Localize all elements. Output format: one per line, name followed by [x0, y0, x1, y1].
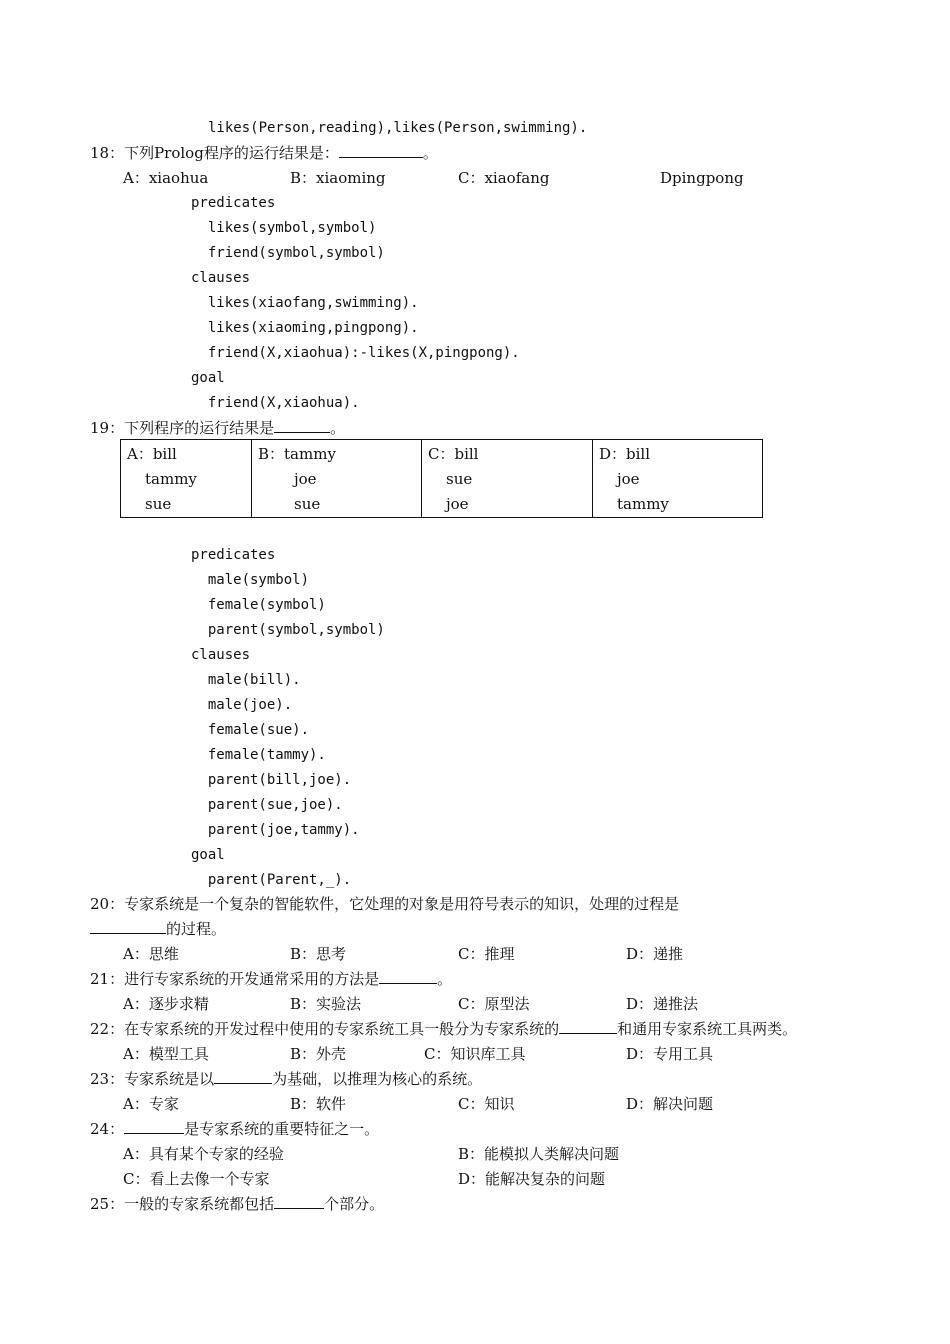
option-d: D：解决问题 — [626, 1095, 714, 1113]
option-b-line: sue — [294, 495, 321, 513]
option-a: A：xiaohua — [123, 169, 209, 187]
question-23 — [90, 1069, 482, 1089]
question-stem: 专家系统是以 — [124, 1070, 215, 1088]
option-a-line: sue — [145, 495, 172, 513]
question-21 — [90, 969, 452, 989]
code-line: goal — [191, 847, 225, 863]
question-number: 19： — [90, 419, 125, 437]
option-a-cell — [121, 440, 252, 518]
question-number: 25： — [90, 1195, 125, 1213]
question-number: 22： — [90, 1020, 125, 1038]
question-tail: 。 — [422, 144, 438, 162]
option-c-cell — [422, 440, 593, 518]
code-line: male(bill). — [191, 672, 301, 688]
answer-blank — [559, 1019, 617, 1034]
option-a-line: A：bill — [127, 445, 177, 463]
code-line: parent(joe,tammy). — [191, 822, 360, 838]
code-line: friend(symbol,symbol) — [191, 245, 385, 261]
code-line: parent(sue,joe). — [191, 797, 343, 813]
code-line: friend(X,xiaohua):-likes(X,pingpong). — [191, 345, 520, 361]
question-tail: 个部分。 — [324, 1195, 385, 1213]
question-20 — [90, 894, 679, 914]
code-line: clauses — [191, 647, 251, 663]
code-line: predicates — [191, 195, 276, 211]
question-number: 21： — [90, 970, 125, 988]
option-a: A：具有某个专家的经验 — [123, 1145, 284, 1163]
option-b-line: joe — [294, 470, 317, 488]
code-line: predicates — [191, 547, 276, 563]
option-c-line: sue — [446, 470, 473, 488]
answer-blank — [379, 969, 437, 984]
answer-blank — [339, 143, 423, 158]
question-25 — [90, 1194, 384, 1214]
code-line: likes(xiaofang,swimming). — [191, 295, 419, 311]
answer-blank — [124, 1119, 184, 1134]
option-a: A：专家 — [123, 1095, 179, 1113]
option-d: Dpingpong — [660, 169, 744, 187]
code-line: female(tammy). — [191, 747, 326, 763]
option-d-line: joe — [617, 470, 640, 488]
option-a-line: tammy — [145, 470, 197, 488]
question-number: 23： — [90, 1070, 125, 1088]
option-b: B：软件 — [290, 1095, 347, 1113]
code-line: goal — [191, 370, 225, 386]
option-c-line: C：bill — [428, 445, 479, 463]
code-line: parent(bill,joe). — [191, 772, 352, 788]
option-d-line: tammy — [617, 495, 669, 513]
code-line: female(symbol) — [191, 597, 326, 613]
option-c: C：xiaofang — [458, 169, 550, 187]
option-b: B：外壳 — [290, 1045, 347, 1063]
option-c: C：推理 — [458, 945, 515, 963]
code-line: female(sue). — [191, 722, 310, 738]
question-tail: 的过程。 — [166, 920, 227, 938]
code-line: clauses — [191, 270, 251, 286]
code-line: friend(X,xiaohua). — [191, 395, 360, 411]
code-line: likes(symbol,symbol) — [191, 220, 377, 236]
answer-blank — [214, 1069, 272, 1084]
code-line: parent(symbol,symbol) — [191, 622, 385, 638]
option-d: D：递推 — [626, 945, 684, 963]
option-b: B：能模拟人类解决问题 — [458, 1145, 620, 1163]
option-d: D：能解决复杂的问题 — [458, 1170, 606, 1188]
question-22 — [90, 1019, 797, 1039]
question-tail: 。 — [437, 970, 453, 988]
question-24 — [90, 1119, 379, 1139]
question-tail: 为基础，以推理为核心的系统。 — [272, 1070, 483, 1088]
question-stem: 一般的专家系统都包括 — [124, 1195, 275, 1213]
code-line: parent(Parent,_). — [191, 872, 352, 888]
code-line: likes(Person,reading),likes(Person,swimming). — [208, 120, 588, 136]
option-c: C：原型法 — [458, 995, 530, 1013]
option-b: B：思考 — [290, 945, 347, 963]
question-stem: 下列Prolog程序的运行结果是： — [124, 144, 339, 162]
code-line: male(joe). — [191, 697, 293, 713]
question-stem: 下列程序的运行结果是 — [124, 419, 275, 437]
question-number: 24： — [90, 1120, 125, 1138]
question-stem: 在专家系统的开发过程中使用的专家系统工具一般分为专家系统的 — [124, 1020, 560, 1038]
question-stem: 进行专家系统的开发通常采用的方法是 — [124, 970, 380, 988]
answer-blank — [90, 919, 166, 934]
answer-blank — [274, 418, 330, 433]
option-c: C：知识 — [458, 1095, 515, 1113]
option-a: A：逐步求精 — [123, 995, 209, 1013]
option-b: B：实验法 — [290, 995, 362, 1013]
option-a: A：模型工具 — [123, 1045, 209, 1063]
option-c-line: joe — [446, 495, 469, 513]
option-d: D：专用工具 — [626, 1045, 714, 1063]
option-d: D：递推法 — [626, 995, 699, 1013]
option-b: B：xiaoming — [290, 169, 386, 187]
question-number: 20： — [90, 895, 125, 913]
question-20-cont — [90, 919, 226, 939]
options-table — [120, 439, 763, 518]
option-c: C：看上去像一个专家 — [123, 1170, 270, 1188]
question-tail: 。 — [330, 419, 346, 437]
option-c: C：知识库工具 — [424, 1045, 526, 1063]
question-18 — [90, 143, 438, 163]
question-tail: 是专家系统的重要特征之一。 — [184, 1120, 380, 1138]
option-b-line: B：tammy — [258, 445, 336, 463]
question-19 — [90, 418, 345, 438]
question-tail: 和通用专家系统工具两类。 — [617, 1020, 798, 1038]
question-stem: 专家系统是一个复杂的智能软件，它处理的对象是用符号表示的知识，处理的过程是 — [124, 895, 680, 913]
code-line: male(symbol) — [191, 572, 310, 588]
answer-blank — [274, 1194, 324, 1209]
code-line: likes(xiaoming,pingpong). — [191, 320, 419, 336]
option-a: A：思维 — [123, 945, 179, 963]
question-number: 18： — [90, 144, 125, 162]
option-d-cell — [593, 440, 763, 518]
option-b-cell — [252, 440, 422, 518]
option-d-line: D：bill — [599, 445, 651, 463]
